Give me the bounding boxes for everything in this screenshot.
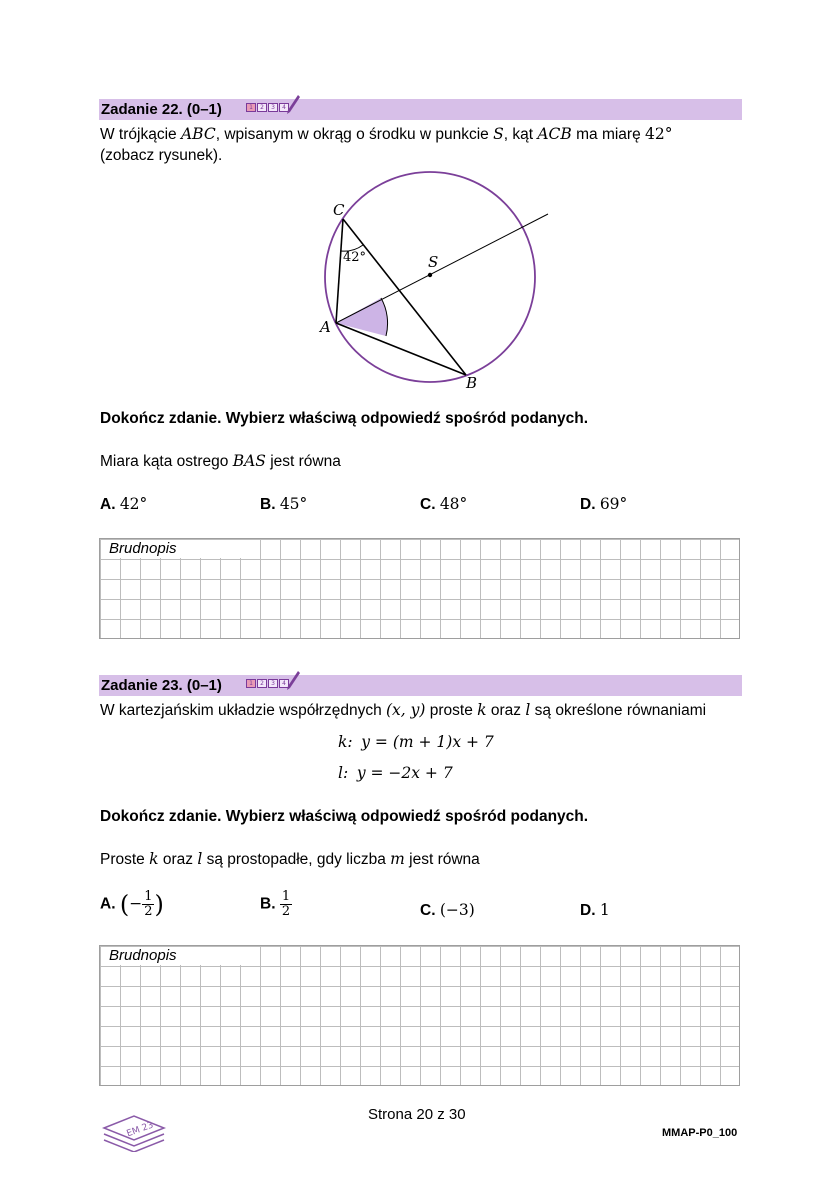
minus-sign: − — [129, 894, 143, 913]
option-d[interactable] — [580, 493, 627, 516]
task-22-intro-2: (zobacz rysunek). — [100, 147, 223, 164]
fraction-numerator: 1 — [144, 889, 153, 904]
label-c: C — [333, 201, 345, 219]
math-abc: ABC — [180, 125, 216, 143]
option-b[interactable] — [260, 890, 292, 919]
scratch-label: Brudnopis — [101, 947, 241, 965]
text: W trójkącie — [100, 126, 177, 143]
text: , kąt — [503, 126, 534, 143]
option-letter: A. — [100, 895, 116, 913]
option-letter: A. — [100, 496, 116, 513]
side-ca — [336, 219, 343, 323]
option-value: 45° — [279, 495, 308, 513]
scratch-area[interactable] — [99, 538, 740, 639]
task-23-title: Zadanie 23. (0–1) — [101, 677, 222, 694]
option-value: 69° — [599, 495, 628, 513]
option-value: 48° — [439, 495, 468, 513]
task-22-instruction: Dokończ zdanie. Wybierz właściwą odpowiedź spośród podanych. — [100, 410, 589, 427]
eq-body: y = −2x + 7 — [356, 764, 453, 782]
eq-name: k: — [338, 733, 353, 751]
badge-box: 4 — [279, 679, 289, 688]
exam-logo — [100, 1106, 170, 1152]
task-22-skill-badge — [246, 103, 289, 112]
text: jest równa — [270, 453, 341, 470]
fraction — [142, 890, 154, 919]
text: Miara kąta ostrego — [100, 453, 229, 470]
label-angle-42: 42° — [343, 250, 367, 265]
equation-k — [338, 731, 494, 754]
option-letter: B. — [260, 895, 276, 913]
math-l: l — [197, 850, 203, 868]
fraction-denominator: 2 — [144, 904, 153, 919]
task-23-instruction: Dokończ zdanie. Wybierz właściwą odpowiedź spośród podanych. — [100, 808, 589, 825]
badge-box: 2 — [257, 679, 267, 688]
logo-text: EM 23 — [125, 1120, 155, 1140]
option-letter: B. — [260, 496, 276, 513]
badge-box: 3 — [268, 679, 278, 688]
label-s: S — [428, 253, 439, 271]
option-letter: D. — [580, 902, 596, 919]
math-l: l — [525, 701, 531, 719]
task-23-intro — [100, 699, 740, 722]
option-value: 1 — [599, 901, 610, 919]
option-c[interactable] — [420, 899, 475, 922]
text: , wpisanym w okrąg o środku w punkcie — [215, 126, 489, 143]
fraction — [280, 890, 292, 919]
center-point-s — [428, 273, 432, 277]
option-a[interactable] — [100, 493, 147, 516]
angle-bas-fill — [336, 298, 388, 336]
badge-box: 2 — [257, 103, 267, 112]
option-c[interactable] — [420, 493, 467, 516]
line-as — [336, 214, 548, 323]
text: są określone równaniami — [534, 702, 707, 719]
label-b: B — [466, 374, 478, 392]
task-23-skill-badge — [246, 679, 289, 688]
task-22-question — [100, 450, 341, 473]
badge-box: 1 — [246, 679, 256, 688]
scratch-label: Brudnopis — [101, 540, 241, 558]
page-number: Strona 20 z 30 — [368, 1106, 466, 1123]
math-xy: (x, y) — [386, 701, 426, 719]
option-letter: D. — [580, 496, 596, 513]
math-acb: ACB — [537, 125, 572, 143]
math-k: k — [477, 701, 487, 719]
text: jest równa — [409, 851, 480, 868]
text: oraz — [490, 702, 522, 719]
text: proste — [429, 702, 473, 719]
badge-box: 1 — [246, 103, 256, 112]
text: ma miarę — [576, 126, 641, 143]
exam-code: MMAP-P0_100 — [662, 1127, 738, 1139]
paren-left: ( — [119, 890, 130, 919]
task-22-intro — [100, 123, 740, 146]
eq-name: l: — [338, 764, 349, 782]
math-bas: BAS — [232, 452, 266, 470]
text: Proste — [100, 851, 145, 868]
option-b[interactable] — [260, 493, 307, 516]
option-value: 42° — [119, 495, 148, 513]
text: są prostopadłe, gdy liczba — [206, 851, 386, 868]
option-value: (−3) — [439, 901, 475, 919]
math-m: m — [390, 850, 405, 868]
fraction-denominator: 2 — [281, 904, 291, 919]
inscribed-triangle-figure — [310, 165, 560, 395]
pencil-icon — [285, 670, 301, 692]
badge-box: 4 — [279, 103, 289, 112]
text: W kartezjańskim układzie współrzędnych — [100, 702, 382, 719]
math-s: S — [493, 125, 504, 143]
eq-body: y = (m + 1)x + 7 — [361, 733, 494, 751]
badge-box: 3 — [268, 103, 278, 112]
pencil-icon — [285, 94, 301, 116]
side-cb — [343, 219, 466, 375]
option-a[interactable] — [100, 890, 164, 919]
option-letter: C. — [420, 902, 436, 919]
fraction-numerator: 1 — [281, 889, 291, 904]
math-angle: 42° — [645, 125, 673, 143]
task-23-question — [100, 848, 480, 871]
task-22-title: Zadanie 22. (0–1) — [101, 101, 222, 118]
equation-l — [338, 762, 453, 785]
paren-right: ) — [154, 890, 164, 919]
option-letter: C. — [420, 496, 436, 513]
text: oraz — [162, 851, 193, 868]
label-a: A — [320, 318, 331, 336]
option-d[interactable] — [580, 899, 610, 922]
math-k: k — [149, 850, 159, 868]
scratch-area[interactable] — [99, 945, 740, 1086]
